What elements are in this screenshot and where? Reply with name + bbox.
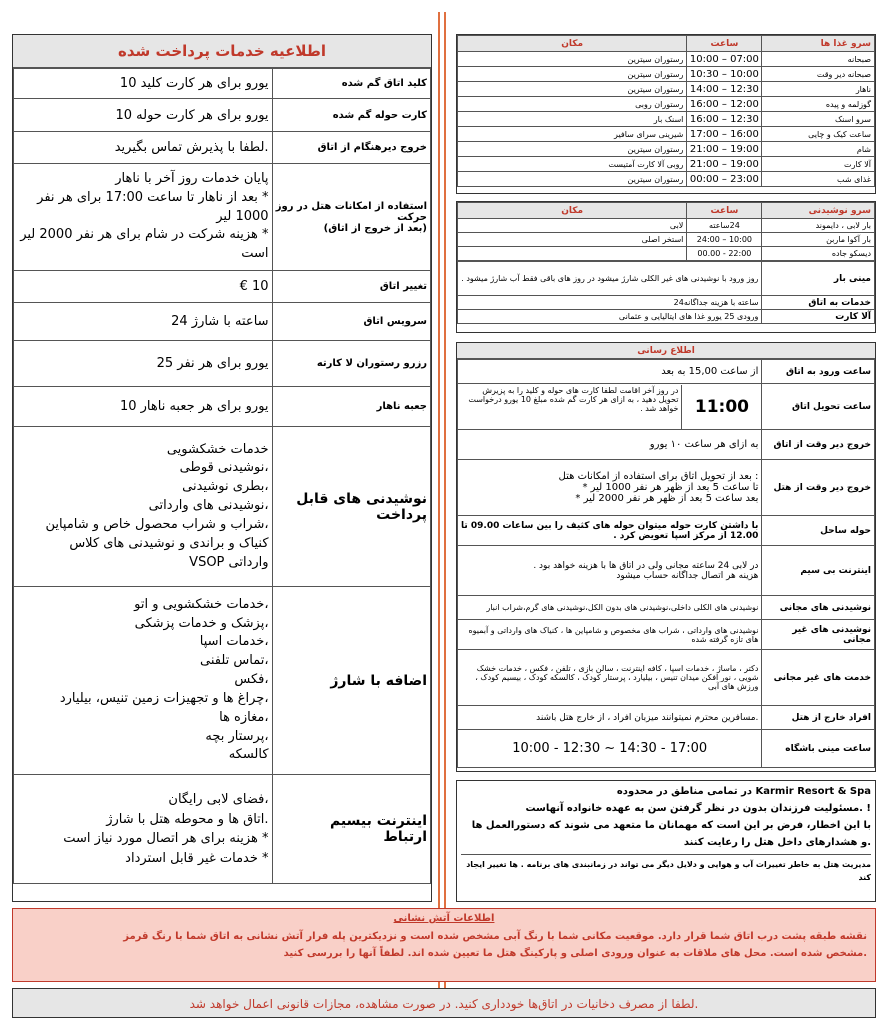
row-label: ساعت ورود به اتاق — [762, 360, 875, 384]
table-row — [458, 262, 875, 296]
table-row — [458, 384, 875, 430]
cell: آلا کارت — [762, 157, 875, 172]
cell: 23:00 – 00:00 — [687, 172, 762, 187]
table-header — [458, 203, 875, 219]
row-label: ساعت مینی باشگاه — [762, 730, 875, 768]
drinks-panel — [456, 201, 876, 333]
row-value: به ازای هر ساعت ۱۰ یورو — [458, 430, 762, 460]
table-row — [458, 596, 875, 620]
cell: رستوران سیترین — [458, 142, 687, 157]
info-title: اطلاع رسانی — [457, 343, 875, 359]
row-label: ساعت تحویل اتاق — [762, 384, 875, 430]
table-row — [458, 706, 875, 730]
alacarte-value: ورودی 25 یورو غذا های ایتالیایی و عثمانی — [458, 310, 762, 324]
fire-title: اطلاعات آتش نشانی — [393, 913, 495, 924]
row-value: یورو برای هر کارت کلید 10 — [14, 69, 273, 99]
row-label: استفاده از امکانات هتل در روز حرکت (بعد از خروج از اتاق) — [272, 164, 430, 271]
table-row — [458, 296, 875, 310]
fire-text: نقشه طبقه پشت درب اتاق شما قرار دارد. موقعیت مکانی شما با رنگ آبی مشخص شده است و نزدیکترین پله فرار آتش نشانی به اتاق شما با رنگ قرمز — [123, 931, 867, 942]
table-row — [458, 112, 875, 127]
header-cell: سرو غذا ها — [762, 36, 875, 52]
row-value: ،خدمات خشکشویی و اتو ،پزشک و خدمات پزشکی ،خدمات اسپا ،تماس تلفنی ،فکس ،چراغ ها و تجهیزات زمین تنیس، بیلیارد ،مغازه ها ،پرستار بچه کالسکه — [14, 587, 273, 775]
row-label: نوشیدنی های قابل پرداخت — [272, 427, 430, 587]
cell: دیسکو جاده — [762, 247, 875, 261]
cell: صبحانه — [762, 52, 875, 67]
checkout-time: 11:00 — [681, 385, 761, 429]
cell: 19:00 – 21:00 — [687, 142, 762, 157]
row-label: رزرو رستوران لا کارته — [272, 341, 430, 387]
table-row — [14, 99, 431, 132]
cell: ساعت کیک و چایی — [762, 127, 875, 142]
notice-panel — [456, 780, 876, 902]
food-panel — [456, 34, 876, 194]
row-value: یورو برای هر جعبه ناهار 10 — [14, 387, 273, 427]
row-value-cell — [458, 384, 762, 430]
row-label: کلید اتاق گم شده — [272, 69, 430, 99]
notice-line: ! .مسئولیت فرزندان بدون در نظر گرفتن سن به عهده خانواده آنهاست — [525, 803, 871, 814]
cell: 22:00 - 00.00 — [687, 247, 762, 261]
row-label: افراد خارج از هتل — [762, 706, 875, 730]
management-note: مدیریت هتل به خاطر تغییرات آب و هوایی و دلایل دیگر می تواند در زمانبندی های برنامه . ها تغییر ایجاد کند — [461, 854, 871, 884]
row-value: نوشیدنی های وارداتی ، شراب های مخصوص و شامپاین ها ، کنیاک های وارداتی و آبمیوه های تازه گرفته شده — [458, 620, 762, 650]
cell: رستوران سیترین — [458, 52, 687, 67]
table-row — [458, 157, 875, 172]
row-value: یورو برای هر نفر 25 — [14, 341, 273, 387]
row-value: دکتر ، ماساژ ، خدمات اسپا ، کافه اینترنت ، سالن بازی ، تلفن ، فکس ، خدمات خشک شویی ، نور افکن میدان تنیس ، بیلیارد ، پرستار کودک ، کالسکه کودک ، بیسیم کودک ، ورزش های آبی — [458, 650, 762, 706]
notice-line: با این اخطار، فرض بر این است که مهمانان ما متعهد می شوند که دستورالعمل ها — [471, 820, 871, 831]
row-value: با داشتن کارت حوله میتوان حوله های کثیف را بین ساعات 09.00 تا 12.00 از مرکز اسپا تعویض کرد . — [458, 516, 762, 546]
header-cell: مکان — [458, 203, 687, 219]
table-row — [14, 341, 431, 387]
table-row — [458, 247, 875, 261]
table-row — [14, 427, 431, 587]
row-label: نوشیدنی های غیر مجانی — [762, 620, 875, 650]
cell: 12:30 – 14:00 — [687, 82, 762, 97]
food-table — [457, 35, 875, 187]
table-row — [14, 387, 431, 427]
info-table — [457, 359, 875, 768]
row-label: اضافه با شارژ — [272, 587, 430, 775]
row-label: حوله ساحل — [762, 516, 875, 546]
table-row — [14, 69, 431, 99]
info-panel — [456, 342, 876, 772]
table-row — [458, 82, 875, 97]
row-value: .لطفا با پذیرش تماس بگیرید — [14, 132, 273, 164]
cell: اسنک بار — [458, 112, 687, 127]
table-row — [14, 775, 431, 884]
table-row — [458, 127, 875, 142]
paid-services-table — [13, 68, 431, 884]
room-service-label: خدمات به اتاق — [762, 296, 875, 310]
row-label: خروج دیر وقت از اتاق — [762, 430, 875, 460]
table-row — [458, 360, 875, 384]
row-value: خدمات خشکشویی ،نوشیدنی قوطی ،بطری نوشیدنی ،نوشیدنی های وارداتی ،شراب و شراب محصول خاص و شامپاین کنیاک و براندی و نوشیدنی های کلاس وارداتی VSOP — [14, 427, 273, 587]
row-label: نوشیدنی های مجانی — [762, 596, 875, 620]
cell: استخر اصلی — [458, 233, 687, 247]
row-value: ،فضای لابی رایگان .اتاق ها و محوطه هتل با شارژ * هزینه برای هر اتصال مورد نیاز است * خدمات غیر قابل استرداد — [14, 775, 273, 884]
cell: شیرینی سرای سافیر — [458, 127, 687, 142]
separator-line — [444, 12, 446, 1012]
cell: 16:00 – 17:00 — [687, 127, 762, 142]
cell: رستوران سیترین — [458, 82, 687, 97]
table-row — [458, 67, 875, 82]
cell: بار آکوا ماربن — [762, 233, 875, 247]
row-value: در لابی 24 ساعته مجانی ولی در اتاق ها با هزینه خواهد بود . هزینه هر اتصال جداگانه حساب میشود — [458, 546, 762, 596]
row-label: خروج دیرهنگام از اتاق — [272, 132, 430, 164]
left-title: اطلاعیه خدمات پرداخت شده — [13, 35, 431, 68]
table-row — [458, 430, 875, 460]
row-value: 10 € — [14, 271, 273, 303]
minibar-label: مینی بار — [762, 262, 875, 296]
cell: رستوران سیترین — [458, 172, 687, 187]
cell: 12:00 – 16:00 — [687, 97, 762, 112]
notice-line: .و هشدارهای داخل هتل را رعایت کنند — [683, 837, 871, 848]
table-row — [458, 730, 875, 768]
separator-line — [438, 12, 440, 1012]
table-row — [458, 233, 875, 247]
left-panel — [12, 34, 432, 902]
table-row — [458, 142, 875, 157]
alacarte-label: آلا کارت — [762, 310, 875, 324]
row-value: از ساعت 15,00 به بعد — [458, 360, 762, 384]
cell: گوزلمه و پیده — [762, 97, 875, 112]
table-row — [458, 620, 875, 650]
drinks-table — [457, 202, 875, 261]
room-service-value: ساعته با هزینه جداگانه24 — [458, 296, 762, 310]
row-label: کارت حوله گم شده — [272, 99, 430, 132]
row-label: سرویس اتاق — [272, 303, 430, 341]
table-row — [458, 219, 875, 233]
table-header — [458, 36, 875, 52]
row-label: تغییر اتاق — [272, 271, 430, 303]
cell: رستوران سیترین — [458, 67, 687, 82]
table-row — [458, 516, 875, 546]
cell: 10:00 – 24:00 — [687, 233, 762, 247]
row-label: اینترنت بی سیم — [762, 546, 875, 596]
row-label: اینترنت بیسیم ارتباط — [272, 775, 430, 884]
cell: صبحانه دیر وقت — [762, 67, 875, 82]
table-row — [14, 132, 431, 164]
row-value: 10:00 - 12:30 ~ 14:30 - 17:00 — [458, 730, 762, 768]
fire-info-panel — [12, 908, 876, 982]
row-value: پایان خدمات روز آخر با ناهار * بعد از ناهار تا ساعت 17:00 برای هر نفر 1000 لیر * هزینه شرکت در شام برای هر نفر 2000 لیر است — [14, 164, 273, 271]
table-row — [458, 460, 875, 516]
table-row — [458, 310, 875, 324]
table-row — [458, 650, 875, 706]
cell — [458, 247, 687, 261]
row-label: خروج دیر وقت از هتل — [762, 460, 875, 516]
row-value: : بعد از تحویل اتاق برای استفاده از امکانات هتل تا ساعت 5 بعد از ظهر هر نفر 1000 لیر * بعد ساعت 5 بعد از ظهر هر نفر 2000 لیر * — [458, 460, 762, 516]
header-cell: ساعت — [687, 36, 762, 52]
notice-line: Karmir Resort & Spa در تمامی مناطق در محدوده — [616, 786, 871, 797]
cell: 07:00 – 10:00 — [687, 52, 762, 67]
table-row — [458, 172, 875, 187]
cell: 24ساعته — [687, 219, 762, 233]
cell: سرو اسنک — [762, 112, 875, 127]
header-cell: سرو نوشیدنی — [762, 203, 875, 219]
row-value: نوشیدنی های الکلی داخلی،نوشیدنی های بدون الکل،نوشیدنی های گرم،شراب انبار — [458, 596, 762, 620]
cell: غذای شب — [762, 172, 875, 187]
cell: لابی — [458, 219, 687, 233]
row-label: خدمت های غیر مجانی — [762, 650, 875, 706]
table-row — [458, 546, 875, 596]
smoking-notice — [12, 988, 876, 1018]
row-value: یورو برای هر کارت حوله 10 — [14, 99, 273, 132]
cell: بار لابی ، دایموند — [762, 219, 875, 233]
row-label: جعبه ناهار — [272, 387, 430, 427]
table-row — [14, 303, 431, 341]
table-row — [458, 97, 875, 112]
minibar-value: روز ورود با نوشیدنی های غیر الکلی شارژ میشود در روز های باقی فقط آب شارژ میشود . — [458, 262, 762, 296]
cell: رستوران روبی — [458, 97, 687, 112]
row-value: در روز آخر اقامت لطفا کارت های حوله و کلید را به پزیرش تحویل دهید ، به ازای هر کارت گم شده مبلغ 10 یورو درخواست خواهد شد . — [468, 385, 679, 413]
cell: شام — [762, 142, 875, 157]
header-cell: مکان — [458, 36, 687, 52]
table-row — [14, 587, 431, 775]
table-row — [14, 164, 431, 271]
row-value: .مسافرین محترم نمیتوانند میزبان افراد ، از خارج هتل باشند — [458, 706, 762, 730]
cell: ناهار — [762, 82, 875, 97]
cell: روبی آلا کارت آمتیست — [458, 157, 687, 172]
cell: 10:00 – 10:30 — [687, 67, 762, 82]
table-row — [458, 52, 875, 67]
fire-text: .مشخص شده است. محل های ملاقات به عنوان ورودی اصلی و پارکینگ هتل ما تعیین شده اند. لطفاً آنها را بررسی کنید — [283, 948, 867, 959]
smoking-text: .لطفا از مصرف دخانیات در اتاق‌ها خودداری کنید. در صورت مشاهده، مجازات قانونی اعمال خواهد شد — [189, 997, 699, 1011]
cell: 12:30 – 16:00 — [687, 112, 762, 127]
drinks-extra-table — [457, 261, 875, 324]
header-cell: ساعت — [687, 203, 762, 219]
row-value: ساعته با شارژ 24 — [14, 303, 273, 341]
table-row — [14, 271, 431, 303]
cell: 19:00 – 21:00 — [687, 157, 762, 172]
